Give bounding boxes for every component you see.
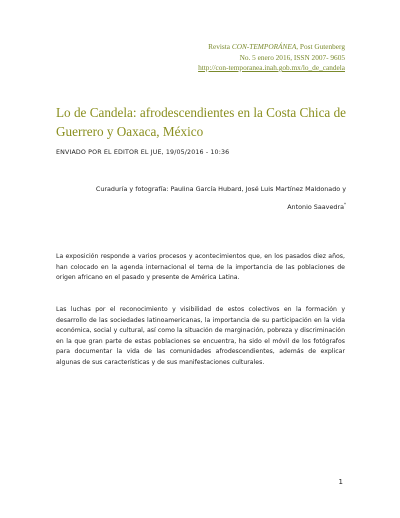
credits	[56, 181, 346, 215]
article-title: Lo de Candela: afrodescendientes en la Costa Chica de Guerrero y Oaxaca, México	[56, 105, 347, 139]
journal-title-line	[198, 42, 345, 53]
journal-name: CON-TEMPORÁNEA	[231, 42, 297, 51]
journal-suffix: , Post Gutenberg	[296, 42, 345, 51]
paragraph-1: La exposición responde a varios procesos y acontecimientos que, en los pasados diez años, han colocado en la agenda internacional el tema de la importancia de las poblaciones de origen africano en el pasado y presente de América Latina.	[56, 253, 345, 282]
article-url-link[interactable]: http://con-temporanea.inah.gob.mx/lo_de_candela	[198, 63, 345, 72]
paragraph-2: Las luchas por el reconocimiento y visibilidad de estos colectivos en la formación y desarrollo de las sociedades latinoamericanas, la importancia de su participación en la vida económica, social y cultural, así como la situación de marginación, pobreza y discriminación en la que gran parte de estas poblaciones se encuentra, ha sido el móvil de los fotógrafos para documentar la vida de las comunidades afrodescendientes, además de explicar algunas de sus características y de sus manifestaciones culturales.	[56, 306, 345, 366]
journal-header	[198, 42, 345, 74]
sent-by-line: ENVIADO POR EL EDITOR EL JUE, 19/05/2016 - 10:36	[56, 149, 230, 156]
credits-line-1: Curaduría y fotografía: Paulina García Hubard, José Luis Martínez Maldonado y	[95, 185, 346, 193]
footnote-mark: *	[344, 202, 346, 207]
credits-name: Antonio Saavedra	[287, 203, 344, 212]
page-number: 1	[338, 478, 343, 486]
journal-prefix: Revista	[208, 42, 232, 51]
credits-line-2	[56, 197, 346, 215]
issue-line: No. 5 enero 2016, ISSN 2007- 9605	[239, 52, 345, 62]
